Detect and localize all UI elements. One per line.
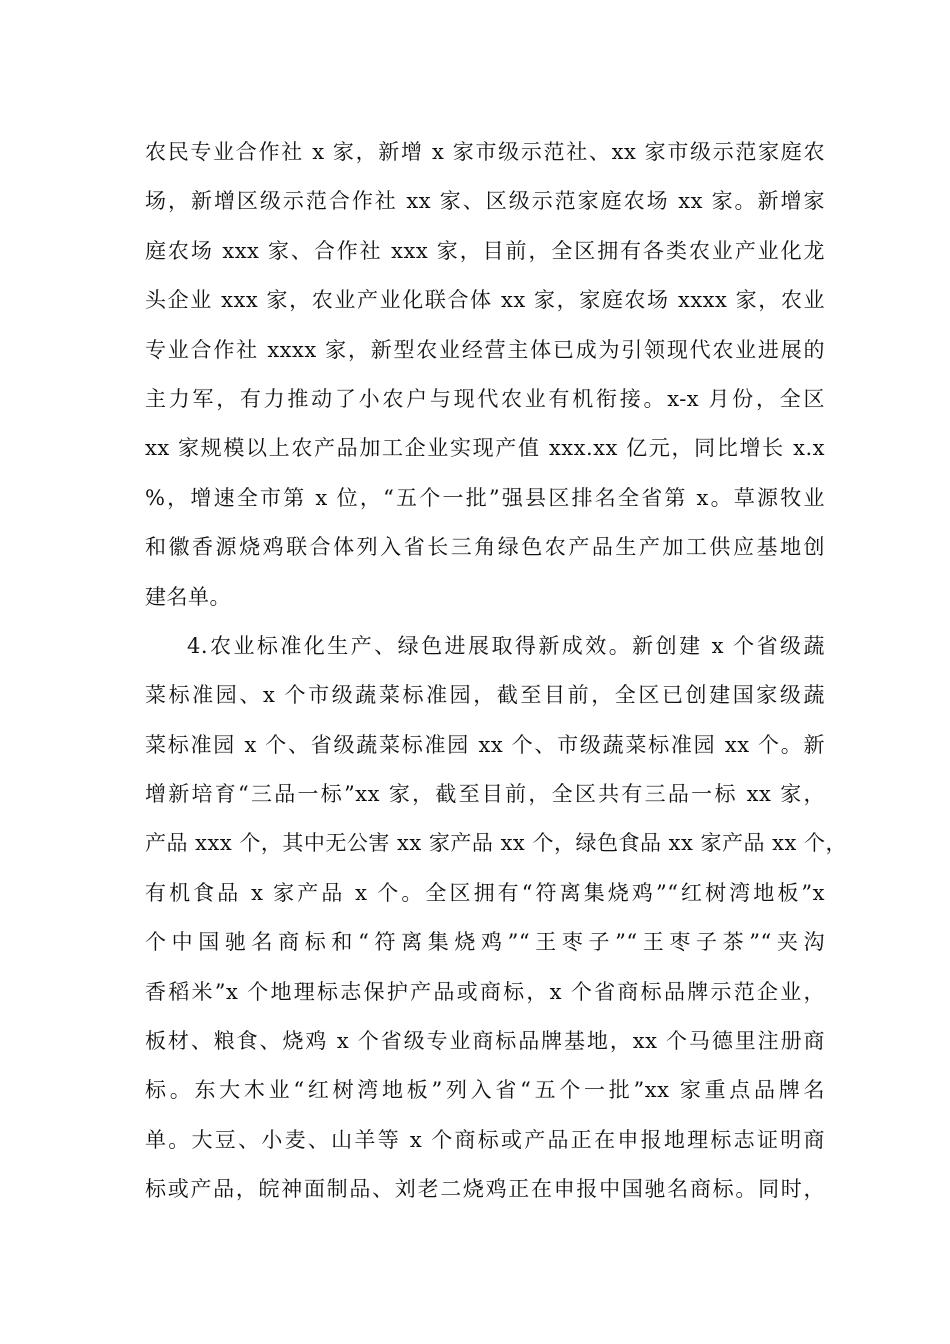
- text-line: 庭农场 xxx 家、合作社 xxx 家，目前，全区拥有各类农业产业化龙: [145, 238, 825, 263]
- text-line: 场，新增区级示范合作社 xx 家、区级示范家庭农场 xx 家。新增家: [145, 189, 825, 214]
- text-line: 增新培育“三品一标”xx 家，截至目前，全区共有三品一标 xx 家，: [145, 782, 825, 807]
- body-text: [145, 128, 848, 1215]
- text-line: 标或产品，皖神面制品、刘老二烧鸡正在申报中国驰名商标。同时，: [145, 1177, 825, 1202]
- text-line: 主力军，有力推动了小农户与现代农业有机衔接。x-x 月份，全区: [145, 386, 825, 411]
- text-line: 专业合作社 xxxx 家，新型农业经营主体已成为引领现代农业进展的: [145, 337, 825, 362]
- text-line: 香稻米”x 个地理标志保护产品或商标，x 个省商标品牌示范企业，: [145, 979, 825, 1004]
- text-line: 板材、粮食、烧鸡 x 个省级专业商标品牌基地，xx 个马德里注册商: [145, 1029, 825, 1054]
- text-line: 个中国驰名商标和“符离集烧鸡”“王枣子”“王枣子茶”“夹沟: [145, 930, 825, 955]
- section-heading-line: 4.农业标准化生产、绿色进展取得新成效。新创建 x 个省级蔬: [187, 633, 825, 658]
- text-line: 菜标准园、x 个市级蔬菜标准园，截至目前，全区已创建国家级蔬: [145, 683, 825, 708]
- text-line: 农民专业合作社 x 家，新增 x 家市级示范社、xx 家市级示范家庭农: [145, 140, 825, 164]
- text-line: 头企业 xxx 家，农业产业化联合体 xx 家，家庭农场 xxxx 家，农业: [145, 288, 825, 313]
- text-line: %，增速全市第 x 位，“五个一批”强县区排名全省第 x。草源牧业: [145, 485, 825, 510]
- text-line: 菜标准园 x 个、省级蔬菜标准园 xx 个、市级蔬菜标准园 xx 个。新: [145, 732, 825, 757]
- text-line: 有机食品 x 家产品 x 个。全区拥有“符离集烧鸡”“红树湾地板”x: [145, 880, 825, 905]
- text-line: 建名单。: [145, 584, 231, 609]
- text-line: 单。大豆、小麦、山羊等 x 个商标或产品正在申报地理标志证明商: [145, 1127, 825, 1152]
- text-line: 标。东大木业“红树湾地板”列入省“五个一批”xx 家重点品牌名: [145, 1078, 825, 1103]
- text-line: xx 家规模以上农产品加工企业实现产值 xxx.xx 亿元，同比增长 x.x: [145, 436, 825, 461]
- text-line: 产品 xxx 个，其中无公害 xx 家产品 xx 个，绿色食品 xx 家产品 xx 个，: [145, 831, 848, 856]
- text-line: 和徽香源烧鸡联合体列入省长三角绿色农产品生产加工供应基地创: [145, 535, 825, 560]
